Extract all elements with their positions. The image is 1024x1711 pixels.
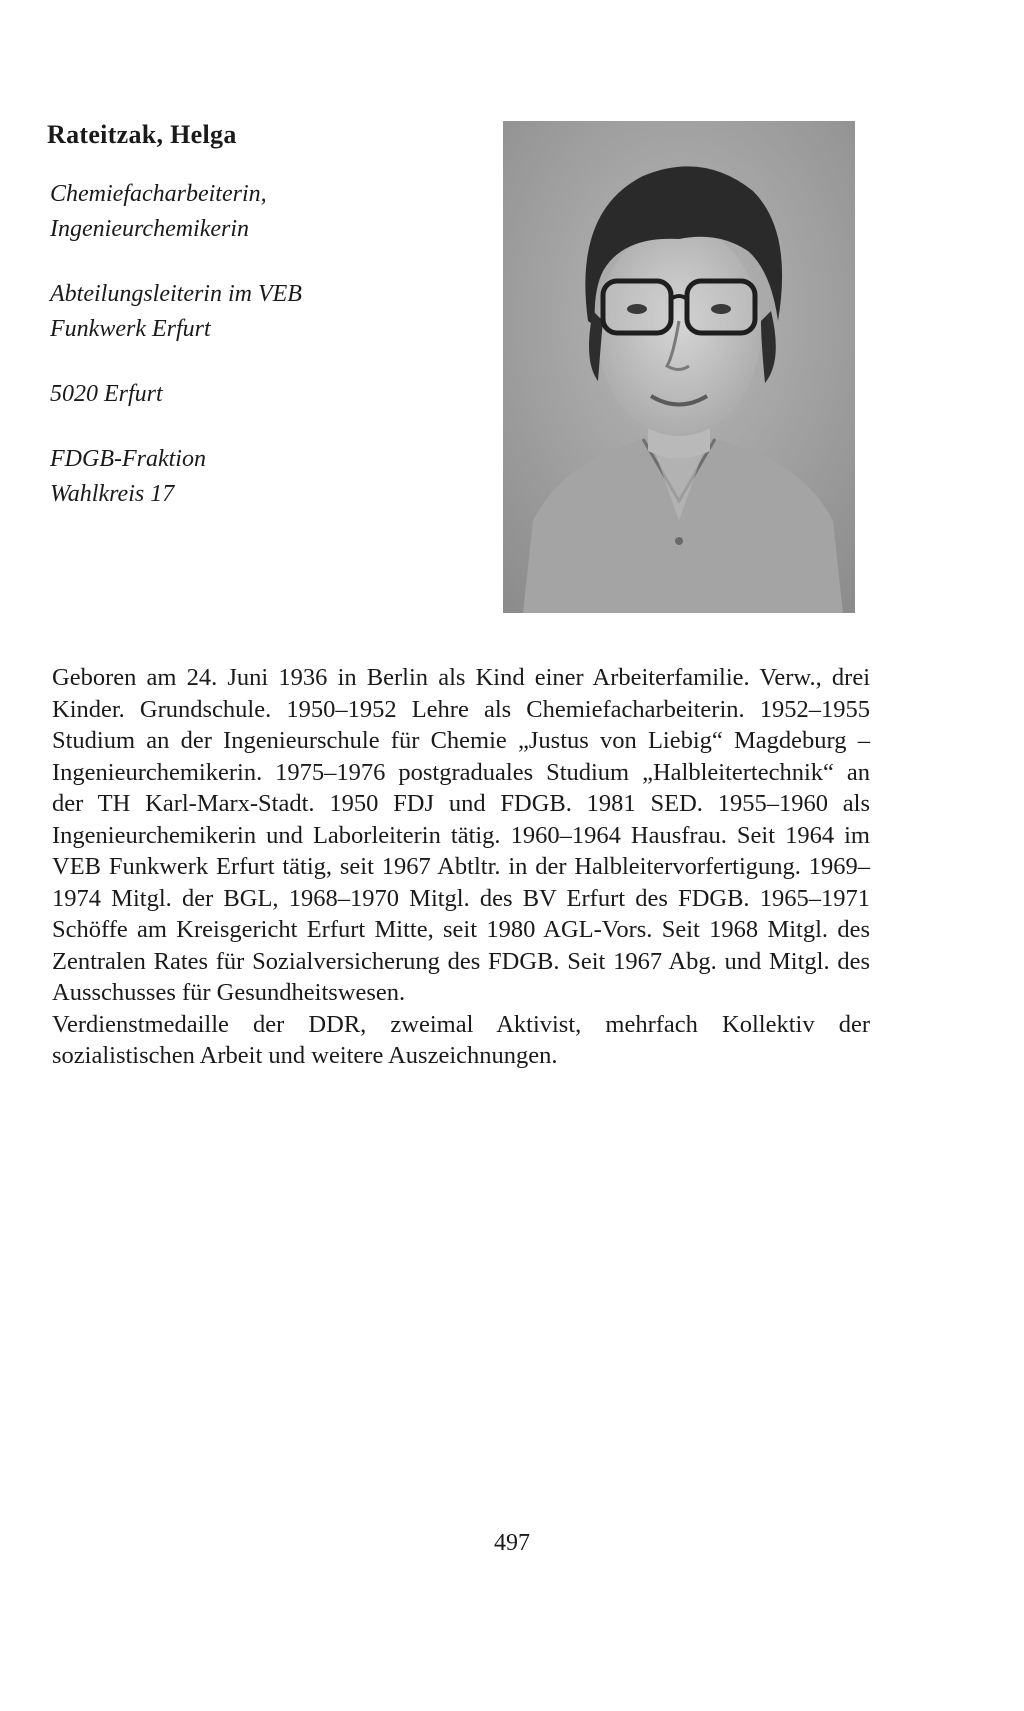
constituency-text: Wahlkreis 17 [50,481,175,507]
person-name: Rateitzak, Helga [47,120,237,149]
position [50,277,450,347]
biography [52,662,870,1072]
page-number: 497 [494,1530,530,1556]
biography-paragraph-1: Geboren am 24. Juni 1936 in Berlin als Kind einer Arbeiterfamilie. Verw., drei Kinder. Grundschule. 1950–1952 Lehre als Chemiefacharbeiterin. 1952–1955 Studium an der Ingenieurschule für Chemie „Justus von Liebig“ Magdeburg – Ingenieurchemikerin. 1975–1976 postgraduales Studium „Halbleitertechnik“ an der TH Karl-Marx-Stadt. 1950 FDJ und FDGB. 1981 SED. 1955–1960 als Ingenieurchemikerin und Laborleiterin tätig. 1960–1964 Hausfrau. Seit 1964 im VEB Funkwerk Erfurt tätig, seit 1967 Abtltr. in der Halbleitervorfertigung. 1969–1974 Mitgl. der BGL, 1968–1970 Mitgl. des BV Erfurt des FDGB. 1965–1971 Schöffe am Kreisgericht Erfurt Mitte, seit 1980 AGL-Vors. Seit 1968 Mitgl. des Zentralen Rates für Sozialversicherung des FDGB. Seit 1967 Abg. und Mitgl. des Ausschusses für Gesundheitswesen. [52,664,870,1006]
profession [50,177,450,247]
faction-text: FDGB-Fraktion [50,446,206,472]
biography-paragraph-2: Verdienstmedaille der DDR, zweimal Aktivist, mehrfach Kollektiv der sozialistischen Arbeit und weitere Auszeichnungen. [52,1010,870,1069]
position-line-1: Abteilungsleiterin im VEB [50,281,302,307]
parliament-info [50,442,450,512]
position-line-2: Funkwerk Erfurt [50,316,211,342]
profession-line-2: Ingenieurchemikerin [50,216,250,242]
portrait-photo-icon [503,121,855,613]
profession-line-1: Chemiefacharbeiterin, [50,181,267,207]
location-text: 5020 Erfurt [50,381,163,407]
person-details [50,177,450,542]
location [50,377,450,412]
portrait-photo [503,121,855,613]
